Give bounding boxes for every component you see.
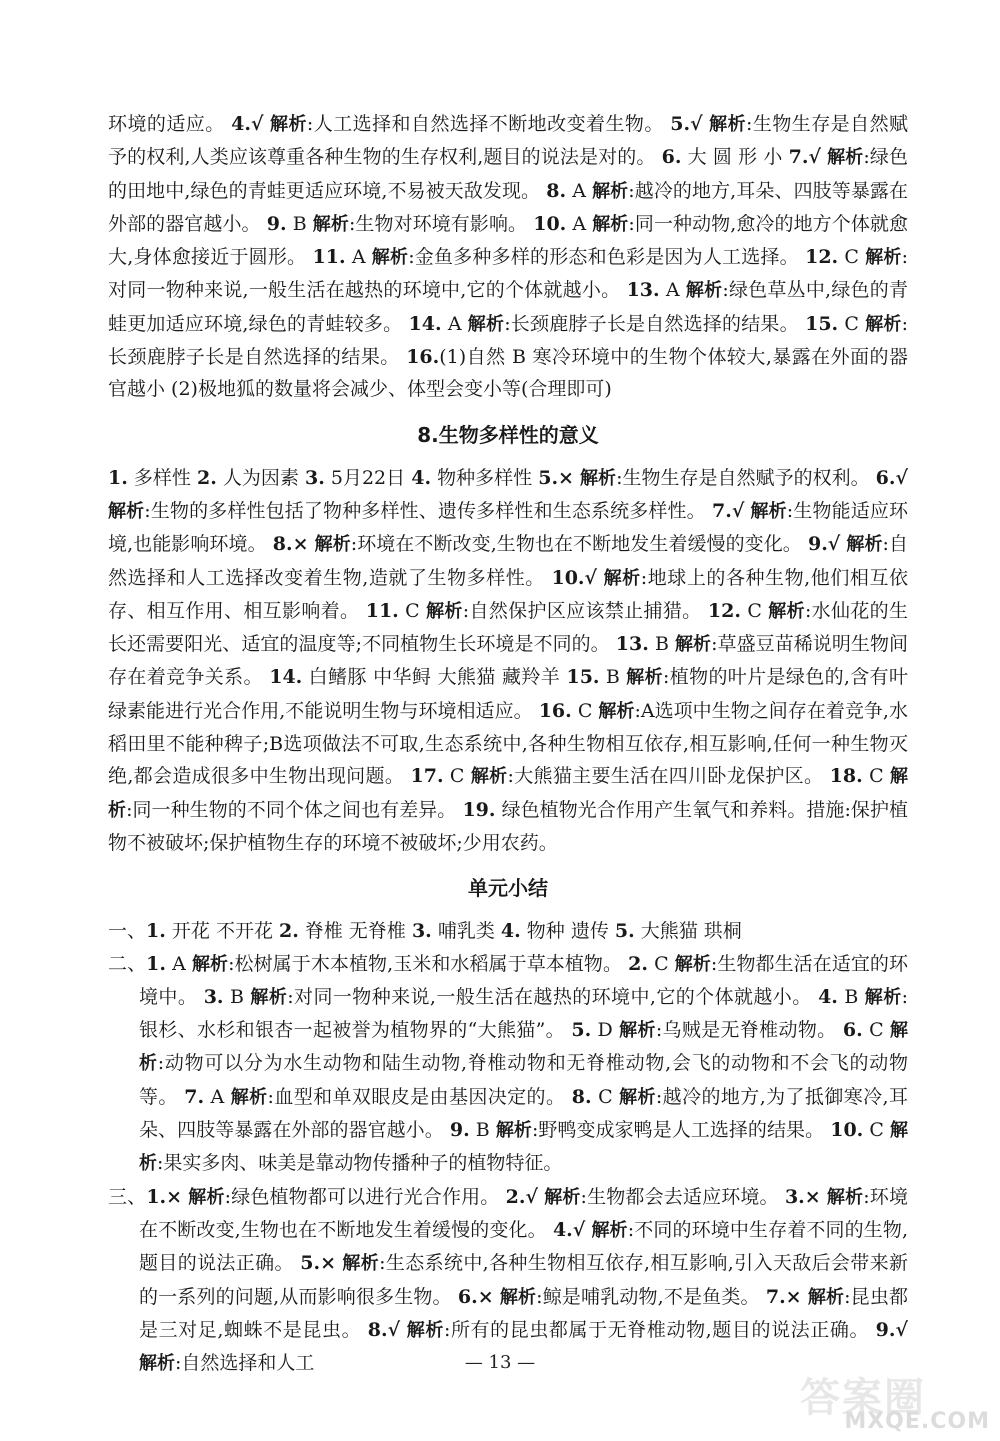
question-number: 11. bbox=[312, 246, 346, 269]
analysis-label: 解析 bbox=[312, 213, 349, 235]
analysis-label: 解析 bbox=[426, 600, 463, 622]
analysis-label: 解析 bbox=[406, 1319, 444, 1341]
question-number: 7.√ bbox=[788, 146, 821, 169]
analysis-label: 解析 bbox=[675, 634, 712, 656]
analysis-label: 解析 bbox=[139, 1020, 908, 1075]
question-number: 3. bbox=[203, 985, 224, 1008]
analysis-label: 解析 bbox=[827, 147, 864, 169]
analysis-label: 解析 bbox=[188, 1186, 225, 1208]
analysis-label: 解析 bbox=[592, 180, 629, 202]
section-title-8: 8.生物多样性的意义 bbox=[417, 422, 599, 447]
analysis-label: 解析 bbox=[709, 114, 747, 135]
analysis-label: 解析 bbox=[342, 1253, 380, 1275]
question-number: 16. bbox=[538, 699, 572, 722]
answer-block-7: 环境的适应。 4.√ 解析:人工选择和自然选择不断地改变着生物。 5.√ 解析:生物生存是自然赋予的权利,人类应该尊重各种生物的生存权利,题目的说法是对的。 6. 大 圆 形 小 7.√ 解析:绿色的田地中,绿色的青蛙更适应环境,不易被天敌发现。 8. A 解析:越冷的地方,耳朵、四肢等暴露在外部的器官越小。 9. B 解析:生物对环境有影响。 10. A 解析:同一种动物,愈冷的地方个体就愈大,身体愈接近于圆形。 11. A 解析:金鱼多种多样的形态和色彩是因为人工选择。 12. C 解析:对同一物种来说,一般生活在越热的环境中,它的个体就越小。 13. A 解析:绿色草丛中,绿色的青蛙更加适应环境,绿色的青蛙较多。 14. A 解析:长颈鹿脖子长是自然选择的结果。 15. C 解析:长颈鹿脖子长是自然选择的结果。 16.(1)自然 B 寒冷环境中的生物个体较大,暴露在外面的器官越小 (2)极地狐的数量将会减少、体型会变小等(合理即可) bbox=[108, 113, 909, 401]
question-number: 3. bbox=[411, 920, 432, 943]
question-number: 15. bbox=[805, 312, 839, 335]
analysis-label: 解析 bbox=[619, 1020, 656, 1042]
analysis-label: 解析 bbox=[499, 1286, 537, 1308]
analysis-label: 解析 bbox=[230, 1086, 268, 1108]
analysis-label: 解析 bbox=[598, 700, 635, 722]
question-number: 4.√ bbox=[231, 113, 264, 135]
question-number: 7.√ bbox=[711, 499, 745, 522]
question-number: 3. bbox=[304, 466, 325, 489]
analysis-label: 解析 bbox=[270, 114, 307, 135]
page-number: — 13 — bbox=[464, 1352, 536, 1373]
question-number: 10. bbox=[533, 212, 567, 235]
question-number: 8. bbox=[571, 1085, 592, 1108]
summary-part-3: 三、1.× 解析:绿色植物都可以进行光合作用。 2.√ 解析:生物都会去适应环境。 3.× 解析:环境在不断改变,生物也在不断地发生着缓慢的变化。 4.√ 解析:不同的环境中生存着不同的生物,题目的说法正确。 5.× 解析:生态系统中,各种生物相互依存,相互影响,引入天敌后会带来新的一系列的问题,从而影响很多生物。 6.× 解析:鲸是哺乳动物,不是鱼类。 7.× 解析:昆虫都是三对足,蜘蛛不是昆虫。 8.√ 解析:所有的昆虫都属于无脊椎动物,题目的说法正确。 9.√ 解析:自然选择和人工 bbox=[108, 1185, 908, 1375]
analysis-label: 解析 bbox=[108, 766, 908, 821]
question-number: 19. bbox=[462, 798, 496, 821]
watermark-url: MXQE.COM bbox=[844, 1409, 990, 1434]
analysis-label: 解析 bbox=[470, 766, 508, 788]
question-number: 10.√ bbox=[551, 566, 598, 589]
question-number: 17. bbox=[410, 765, 444, 788]
question-number: 1. bbox=[146, 952, 166, 975]
question-number: 5.√ bbox=[670, 113, 703, 135]
answer-block-8: 1. 多样性 2. 人为因素 3. 5月22日 4. 物种多样性 5.× 解析:生物生存是自然赋予的权利。 6.√ 解析:生物的多样性包括了物种多样性、遗传多样性和生态系统多样性。 7.√ 解析:生物能适应环境,也能影响环境。 8.× 解析:环境在不断改变,生物也在不断地发生着缓慢的变化。 9.√ 解析:自然选择和人工选择改变着生物,造就了生物多样性。 10.√ 解析:地球上的各种生物,他们相互依存、相互作用、相互影响着。 11. C 解析:自然保护区应该禁止捕猎。 12. C 解析:水仙花的生长还需要阳光、适宜的温度等;不同植物生长环境是不同的。 13. B 解析:草盛豆苗稀说明生物间存在着竞争关系。 14. 白鳍豚 中华鲟 大熊猫 藏羚羊 15. B 解析:植物的叶片是绿色的,含有叶绿素能进行光合作用,不能说明生物与环境相适应。 16. C 解析:A选项中生物之间存在着竞争,水稻田里不能种稗子;B选项做法不可取,生态系统中,各种生物相互依存,相互影响,任何一种生物灭绝,都会造成很多中生物出现问题。 17. C 解析:大熊猫主要生活在四川卧龙保护区。 18. C 解析:同一种生物的不同个体之间也有差异。 19. 绿色植物光合作用产生氧气和养料。措施:保护植物不被破坏;保护植物生存的环境不被破坏;少用农药。 bbox=[108, 466, 909, 854]
analysis-label: 解析 bbox=[544, 1186, 581, 1208]
analysis-label: 解析 bbox=[768, 600, 805, 622]
analysis-label: 解析 bbox=[846, 534, 883, 556]
question-number: 5. bbox=[614, 920, 635, 943]
question-number: 1. bbox=[146, 920, 166, 943]
watermark bbox=[800, 1366, 990, 1436]
question-number: 12. bbox=[805, 246, 839, 269]
question-number: 13. bbox=[615, 633, 649, 656]
question-number: 8.× bbox=[272, 533, 309, 556]
summary-part-1: 一、1. 开花 不开花 2. 脊椎 无脊椎 3. 哺乳类 4. 物种 遗传 5. 大熊猫 珙桐 bbox=[108, 920, 742, 943]
question-number: 6. bbox=[842, 1019, 863, 1042]
question-number: 2. bbox=[628, 952, 648, 975]
analysis-label: 解析 bbox=[674, 953, 711, 975]
section-title-summary: 单元小结 bbox=[468, 876, 548, 901]
analysis-label: 解析 bbox=[495, 1120, 532, 1142]
analysis-label: 解析 bbox=[371, 247, 409, 269]
question-number: 6.√ bbox=[875, 466, 908, 489]
question-number: 9.√ bbox=[875, 1318, 908, 1341]
analysis-label: 解析 bbox=[139, 1120, 908, 1175]
question-number: 13. bbox=[626, 279, 660, 302]
analysis-label: 解析 bbox=[603, 567, 641, 589]
question-number: 5. bbox=[571, 1019, 592, 1042]
summary-part-2: 二、1. A 解析:松树属于木本植物,玉米和水稻属于草本植物。 2. C 解析:生物都生活在适宜的环境中。 3. B 解析:对同一物种来说,一般生活在越热的环境中,它的个体就越小。 4. B 解析:银杉、水杉和银杏一起被誉为植物界的“大熊猫”。 5. D 解析:乌贼是无脊椎动物。 6. C 解析:动物可以分为水生动物和陆生动物,脊椎动物和无脊椎动物,会飞的动物和不会飞的动物等。 7. A 解析:血型和单双眼皮是由基因决定的。 8. C 解析:越冷的地方,为了抵御寒冷,耳朵、四肢等暴露在外部的器官越小。 9. B 解析:野鸭变成家鸭是人工选择的结果。 10. C 解析:果实多肉、味美是靠动物传播种子的植物特征。 bbox=[108, 952, 909, 1175]
question-number: 6. bbox=[661, 146, 682, 169]
question-number: 7. bbox=[184, 1085, 205, 1108]
question-number: 5.× bbox=[300, 1252, 337, 1275]
question-number: 3.× bbox=[784, 1185, 821, 1208]
question-number: 8.√ bbox=[367, 1318, 401, 1341]
question-number: 4. bbox=[500, 920, 521, 943]
analysis-label: 解析 bbox=[807, 1286, 845, 1308]
question-number: 5.× bbox=[538, 466, 574, 489]
question-number: 14. bbox=[269, 666, 303, 689]
analysis-label: 解析 bbox=[314, 534, 351, 556]
analysis-label: 解析 bbox=[592, 213, 629, 235]
analysis-label: 解析 bbox=[139, 1353, 175, 1375]
question-number: 7.× bbox=[765, 1285, 802, 1308]
analysis-label: 解析 bbox=[865, 247, 902, 269]
question-number: 6.× bbox=[457, 1285, 494, 1308]
analysis-label: 解析 bbox=[108, 500, 145, 522]
analysis-label: 解析 bbox=[580, 467, 617, 489]
question-number: 11. bbox=[365, 599, 399, 622]
analysis-label: 解析 bbox=[467, 313, 505, 335]
analysis-label: 解析 bbox=[591, 1219, 628, 1241]
question-number: 8. bbox=[546, 179, 567, 202]
analysis-label: 解析 bbox=[865, 313, 902, 335]
question-number: 1.× bbox=[146, 1185, 183, 1208]
question-number: 4.√ bbox=[552, 1218, 586, 1241]
question-number: 2. bbox=[196, 466, 217, 489]
analysis-label: 解析 bbox=[826, 1186, 864, 1208]
question-number: 1. bbox=[108, 466, 128, 489]
question-number: 9. bbox=[266, 212, 287, 235]
analysis-label: 解析 bbox=[191, 953, 229, 975]
analysis-label: 解析 bbox=[864, 986, 902, 1008]
question-number: 2. bbox=[278, 920, 299, 943]
answer-page bbox=[108, 108, 908, 1380]
question-number: 10. bbox=[830, 1119, 864, 1142]
question-number: 4. bbox=[818, 985, 838, 1008]
question-number: 2.√ bbox=[505, 1185, 538, 1208]
analysis-label: 解析 bbox=[250, 986, 288, 1008]
question-number: 15. bbox=[566, 666, 600, 689]
question-number: 14. bbox=[408, 312, 442, 335]
question-number: 12. bbox=[707, 599, 741, 622]
question-number: 9.√ bbox=[807, 533, 841, 556]
analysis-label: 解析 bbox=[626, 667, 663, 689]
analysis-label: 解析 bbox=[750, 500, 787, 522]
analysis-label: 解析 bbox=[619, 1086, 656, 1108]
question-number: 16. bbox=[406, 346, 440, 369]
question-number: 18. bbox=[829, 765, 863, 788]
question-number: 4. bbox=[411, 466, 432, 489]
question-number: 9. bbox=[449, 1119, 470, 1142]
watermark-logo: 答案圈 bbox=[800, 1375, 926, 1421]
analysis-label: 解析 bbox=[685, 280, 723, 302]
